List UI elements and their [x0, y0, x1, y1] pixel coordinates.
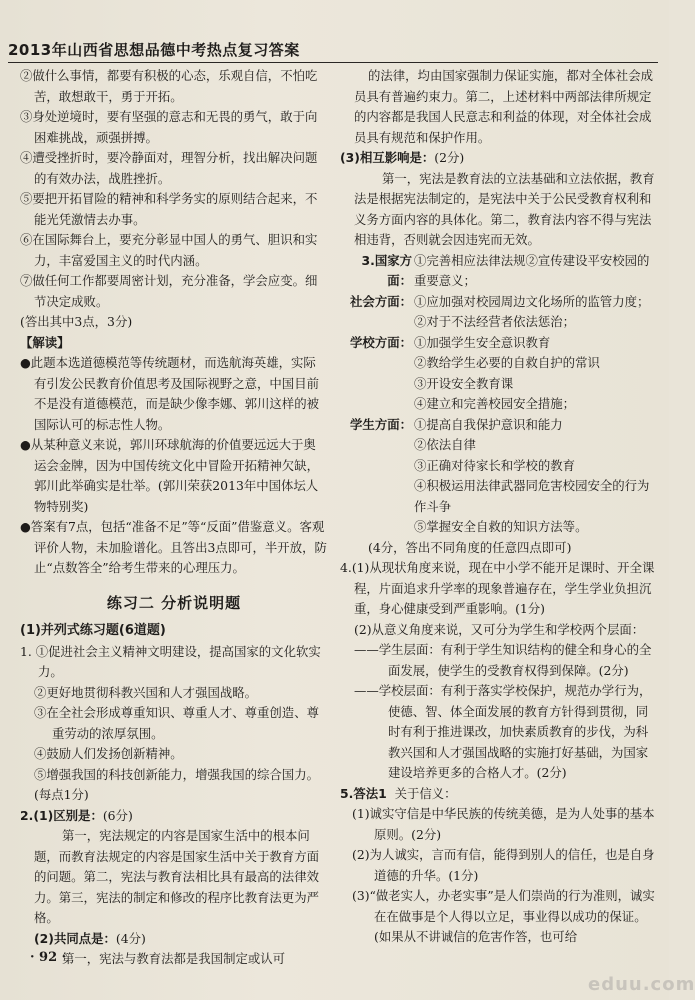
- question-3-label: (3)相互影响是：: [340, 150, 435, 165]
- answer-item: ⑦做任何工作都要周密计划，充分准备，学会应变。细节决定成败。: [20, 273, 318, 309]
- level-text: ——学生层面：有利于学生知识结构的健全和身心的全面发展，使学生的受教育权得到保障。(2分): [354, 642, 652, 678]
- question-3-number: 3.: [361, 252, 375, 268]
- question-3-text: 第一，宪法是教育法的立法基础和立法依据，教育法是根据宪法制定的，是宪法中关于公民受教育权利和义务方面内容的具体化。第二，教育法内容不得与宪法相违背，否则就会因违宪而无效。: [354, 170, 655, 247]
- question-2-2-label: (2)共同点是：: [34, 930, 116, 946]
- question-5-item: (3)“做老实人，办老实事”是人们崇尚的行为准则，诚实在在做事是个人得以立足，事业得以成功的保证。(如果从不讲诚信的危害作答，也可给: [352, 888, 655, 944]
- question-5-item: (1)诚实守信是中华民族的传统美德，是为人处事的基本原则。(2分): [352, 806, 655, 842]
- measure-label: 学生方面：: [350, 416, 412, 432]
- measure-row: [340, 292, 658, 313]
- question-3-note: (4分，答出不同角度的任意四点即可): [368, 539, 572, 555]
- jiedu-label: 【解读】: [20, 334, 70, 350]
- question-1-item: ③在全社会形成尊重知识、尊重人才、尊重创造、尊重劳动的浓厚氛围。: [34, 705, 319, 741]
- answer-item: ④遭受挫折时，要冷静面对，理智分析，找出解决问题的有效办法，战胜挫折。: [20, 150, 318, 186]
- measure-row: [340, 333, 658, 354]
- question-1-score: (每点1分): [34, 787, 89, 802]
- question-2-2-text: 第一，宪法与教育法都是我国制定或认可: [62, 951, 286, 966]
- jiedu-bullet: ●答案有7点，包括“准备不足”等“反面”借鉴意义。客观评价人物，未加脸谱化。且答出3点即可，半开放，防止“点数答全”给考生带来的心理压力。: [20, 519, 327, 575]
- question-2-score: (6分): [102, 807, 133, 823]
- measure-item: ②依法自律: [414, 437, 476, 452]
- question-5-heading: [340, 784, 658, 805]
- left-column: [20, 66, 328, 970]
- measure-item: ④建立和完善校园安全措施；: [414, 396, 576, 411]
- question-5-label: 5.答法1: [340, 785, 387, 801]
- header-title: 2013年山西省思想品德中考热点复习答案: [8, 41, 300, 59]
- question-3-heading: [340, 148, 658, 169]
- answer-note: (答出其中3点，3分): [20, 314, 133, 329]
- measure-item: ⑤掌握安全自救的知识方法等。: [414, 519, 588, 534]
- measure-label: 3.国家方面：: [361, 252, 412, 288]
- jiedu-bullet: ●从某种意义来说，郭川环球航海的价值要远远大于奥运会金牌，因为中国传统文化中冒险开拓精神欠缺，郭川此举确实是壮举。(郭川荣获2013年中国体坛人物特别奖): [20, 437, 319, 514]
- answer-item: ⑥在国际舞台上，要充分彰显中国人的勇气、胆识和实力，丰富爱国主义的时代内涵。: [20, 232, 318, 268]
- measure-item: ②教给学生必要的自救自护的常识: [414, 355, 600, 370]
- question-2-heading: [20, 806, 328, 827]
- question-4-text: 4.(1)从现状角度来说，现在中小学不能开足课时、开全课程，片面追求升学率的现象普遍存在，学生学业负担沉重，身心健康受到严重影响。(1分): [340, 560, 655, 616]
- page-number: · 92 ·: [30, 950, 67, 965]
- question-2-text: 第一，宪法规定的内容是国家生活中的根本问题，而教育法规定的内容是国家生活中关于教育方面的问题。第二，宪法与教育法相比具有最高的法律效力。第三，宪法的制定和修改的程序比教育法更为严格。: [34, 828, 319, 925]
- watermark: eduu.com: [588, 974, 695, 995]
- measure-row: [340, 415, 658, 436]
- measure-item: ②对于不法经营者依法惩治；: [414, 314, 576, 329]
- measure-row: [340, 251, 658, 292]
- question-1-item: ⑤增强我国的科技创新能力，增强我国的综合国力。: [34, 766, 319, 782]
- answer-item: ⑤要把开拓冒险的精神和科学务实的原则结合起来，不能光凭激情去办事。: [20, 191, 318, 227]
- question-3-score: (2分): [434, 150, 465, 165]
- question-1-item: ②更好地贯彻科教兴国和人才强国战略。: [34, 684, 258, 700]
- measure-item: ③正确对待家长和学校的教育: [414, 457, 576, 473]
- jiedu-bullet: ●此题本选道德模范等传统题材，而选航海英雄，实际有引发公民教育价值思考及国际视野之意，中国目前不是没有道德模范，而是缺少像李娜、郭川这样的被国际认可的标志性人物。: [20, 355, 319, 432]
- question-1-intro: 1. ①促进社会主义精神文明建设，提高国家的文化软实力。: [20, 643, 321, 679]
- measure-item: ①应加强对校园周边文化场所的监管力度；: [414, 293, 650, 309]
- answer-item: ③身处逆境时，要有坚强的意志和无畏的勇气，敢于向困难挑战，顽强拼搏。: [20, 109, 318, 145]
- question-1-item: ④鼓励人们发扬创新精神。: [34, 746, 183, 761]
- measure-item: ①加强学生安全意识教育: [414, 334, 551, 350]
- continued-text: 的法律，均由国家强制力保证实施，都对全体社会成员具有普遍约束力。第二，上述材料中两部法律所规定的内容都是我国人民意志和利益的体现，对全体社会成员具有规范和保护作用。: [354, 68, 653, 145]
- subsection-heading: (1)并列式练习题(6道题): [20, 623, 166, 638]
- measure-item: ①提高自我保护意识和能力: [414, 416, 563, 432]
- page-header: [8, 36, 658, 63]
- level-text: ——学校层面：有利于落实学校保护，规范办学行为，使德、智、体全面发展的教育方针得到贯彻，同时有利于推进课改，加快素质教育的步伐，为科教兴国和人才强国战略的实施打好基础，为国家建设培养更多的合格人才。(2分): [354, 683, 652, 780]
- question-2-2-score: (4分): [115, 930, 146, 946]
- right-column: [340, 66, 658, 948]
- measure-item: ①完善相应法律法规②宣传建设平安校园的重要意义；: [414, 252, 650, 288]
- question-5-title: 关于信义：: [394, 785, 457, 801]
- question-2-2-heading: [20, 929, 328, 950]
- measure-item: ④积极运用法律武器同危害校园安全的行为作斗争: [414, 478, 650, 514]
- answer-item: ②做什么事情，都要有积极的心态，乐观自信，不怕吃苦，敢想敢干，勇于开拓。: [20, 68, 318, 104]
- section-title: 练习二 分析说明题: [106, 593, 242, 612]
- question-4-2-text: (2)从意义角度来说，又可分为学生和学校两个层面：: [354, 621, 645, 637]
- measure-label: 学校方面：: [350, 334, 412, 350]
- measure-item: ③开设安全教育课: [414, 375, 514, 391]
- measure-label: 社会方面：: [350, 293, 412, 309]
- question-5-item: (2)为人诚实，言而有信，能得到别人的信任，也是自身道德的升华。(1分): [352, 847, 655, 883]
- question-2-label: 2.(1)区别是：: [20, 807, 103, 823]
